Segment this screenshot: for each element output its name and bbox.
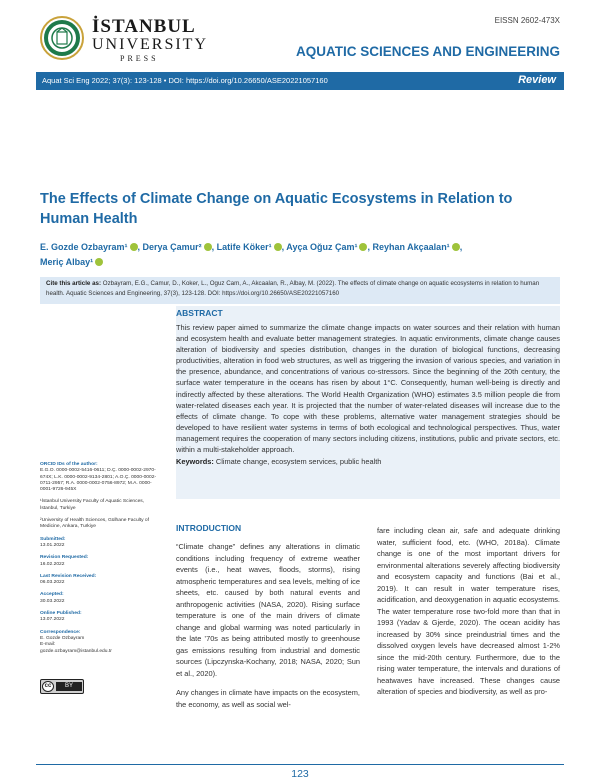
last-revision-label: Last Revision Received: xyxy=(40,573,97,579)
body-column-left xyxy=(176,523,360,710)
logo-text-university: UNIVERSITY xyxy=(92,36,208,53)
submitted-label: Submitted: xyxy=(40,536,66,542)
orcid-list: E.G.O. 0000-0002-5416-0611; D.Ç. 0000-0002-2970-674X; L.K. 0000-0002-9134-2801; A.O.Ç. 0000-0002-0711-2957; R.A. 0000-0002-0756-8972; M.A. 0000-0001-9726-945X xyxy=(40,468,157,493)
correspondence-name: E. Gozde Ozbayram xyxy=(40,635,85,641)
revision-requested-label: Revision Requested: xyxy=(40,555,89,561)
publisher-logo xyxy=(40,16,210,68)
orcid-icon[interactable] xyxy=(452,243,460,251)
orcid-icon[interactable] xyxy=(359,243,367,251)
page-number: 123 xyxy=(291,768,309,780)
abstract-section xyxy=(176,306,560,499)
correspondence-email[interactable]: gozde.ozbayram@istanbul.edu.tr xyxy=(40,648,112,654)
orcid-heading: ORCID IDs of the author: xyxy=(40,462,98,467)
orcid-icon[interactable] xyxy=(130,243,138,251)
accepted-label: Accepted: xyxy=(40,592,64,598)
affiliation: ¹İstanbul University Faculty of Aquatic Sciences, İstanbul, Turkiye xyxy=(40,499,145,511)
author-name[interactable]: Meriç Albay¹ xyxy=(40,257,94,267)
university-seal-icon xyxy=(40,16,84,60)
citation-bar-text: Aquat Sci Eng 2022; 37(3): 123-128 • DOI: https://doi.org/10.26650/ASE20221057160 xyxy=(42,76,328,85)
logo-text-istanbul: İSTANBUL xyxy=(92,16,196,37)
abstract-heading: ABSTRACT xyxy=(176,308,223,318)
logo-text-press: PRESS xyxy=(120,54,159,63)
article-title: The Effects of Climate Change on Aquatic Ecosystems in Relation to Human Health xyxy=(40,191,513,227)
orcid-icon[interactable] xyxy=(274,243,282,251)
eissn: EISSN 2602-473X xyxy=(494,16,560,25)
footer-divider xyxy=(36,764,564,765)
author-name[interactable]: Latife Köker¹ xyxy=(216,242,272,252)
keywords xyxy=(176,457,560,466)
abstract-body: This review paper aimed to summarize the climate change impacts on water sources and their relation with human and ecosystem health and evaluate better management strategies. In aquatic environments, climate change causes alteration of biodiversity and species distribution, changes in the duration of biological functions, decreasing productivities, alteration in food web structures, as well as triggering the invasion of various species, and variation in the presence, abundance, and concentrations of various co-stressors. Since the beginning of the 20th century, the surface water temperature in the oceans has risen by about 1°C. Consequently, human well-being is directly and indirectly affected by these alterations. The World Health Organization (WHO) estimates 3.5 million people die from water-related diseases each year. It is projected that the number of water-related diseases will increase due to the effects of climate change. To cope with these problems, alternative water management strategies should be developed to have resilient water systems in terms of both ecological and technological perspectives. Thus, water management requires the cooperation of many sectors including citizens, institutions, public and private sectors, etc. within a multi-stakeholder approach. xyxy=(176,323,560,455)
body-paragraph: Any changes in climate have impacts on the ecosystem, the economy, as well as social wel- xyxy=(176,688,360,709)
author-name[interactable]: Ayça Oğuz Çam¹ xyxy=(286,242,358,252)
accepted-date: 30.03.2022 xyxy=(40,598,65,604)
revision-requested-date: 16.02.2022 xyxy=(40,561,65,567)
cc-icon: cc xyxy=(42,681,54,692)
article-type: Review xyxy=(518,74,556,86)
submitted-date: 13.01.2022 xyxy=(40,542,65,548)
author-name[interactable]: E. Gozde Ozbayram¹ xyxy=(40,242,128,252)
body-column-right xyxy=(377,525,560,698)
author-name[interactable]: Reyhan Akçaalan¹ xyxy=(372,242,450,252)
citation-bar xyxy=(36,72,564,90)
body-paragraph: fare including clean air, safe and adequate drinking water, sufficient food, etc. (WHO, 2018a). Climate change is one of the most important drivers for environmental alterations severely affecting biodiversity and ecosystem capacity and functions (Bai et al., 2019). It can result in water temperature rises, acidification, and deoxygenation in aquatic ecosystems. The water temperature rose two-fold more than that in 1993 (Yadav & Gjerde, 2020). The ocean acidity has increased by 30% since preindustrial times and the dissolved oxygen levels have decreased almost 1-2% since the mid-20th century. Furthermore, due to the rising water temperature, the intervals and durations of heatwaves have increased. These changes cause alteration of species and biodiversity, as well as pro- xyxy=(377,526,560,696)
online-published-date: 13.07.2022 xyxy=(40,617,65,623)
by-icon: BY xyxy=(56,682,82,691)
keywords-label: Keywords: xyxy=(176,457,214,467)
author-name[interactable]: Derya Çamur² xyxy=(142,242,202,252)
cc-by-license-badge[interactable] xyxy=(40,679,84,694)
citation-box xyxy=(40,277,560,304)
online-published-label: Online Published: xyxy=(40,611,82,617)
author-list: E. Gozde Ozbayram¹ , Derya Çamur² , Latife Köker¹ , Ayça Oğuz Çam¹ , Reyhan Akçaalan¹ , Meriç Albay¹ xyxy=(40,242,463,267)
email-label: E-mail: xyxy=(40,642,56,648)
article-info-sidebar xyxy=(40,462,158,661)
last-revision-date: 06.03.2022 xyxy=(40,580,65,586)
introduction-heading: INTRODUCTION xyxy=(176,523,242,533)
body-paragraph: “Climate change” defines any alterations in climatic conditions including frequency of extreme weather events (i.e., heat waves, floods, storms), rising atmospheric temperatures and sea levels, melting of ice sheets, etc. caused by both natural events and anthropogenic activities (NASA, 2020). Rising surface temperature is one of the main drivers of climate change and global warming was noted particularly in the late ’70s as being attributed mostly to greenhouse gas emissions resulting from industrial and domestic sources (Lipczynska-Kochany, 2018; NASA, 2020; Sun et al., 2020). xyxy=(176,542,360,678)
journal-name: AQUATIC SCIENCES AND ENGINEERING xyxy=(295,44,560,59)
correspondence-label: Correspondence: xyxy=(40,629,81,635)
cite-label: Cite this article as: xyxy=(46,280,102,287)
orcid-icon[interactable] xyxy=(95,258,103,266)
orcid-icon[interactable] xyxy=(204,243,212,251)
affiliation: ²University of Health Sciences, Gülhane Faculty of Medicine, Ankara, Turkiye xyxy=(40,518,150,530)
cite-text: Ozbayram, E.G., Camur, D., Koker, L., Oguz Cam, A., Akcaalan, R., Albay, M. (2022). The effects of climate change on aquatic ecosystems in relation to human health. Aquatic Sciences and Engineering, 37(3), 123-128. DOI: https://doi.org/10.26650/ASE20221057160 xyxy=(46,280,540,297)
keywords-text: Climate change, ecosystem services, public health xyxy=(215,457,382,467)
